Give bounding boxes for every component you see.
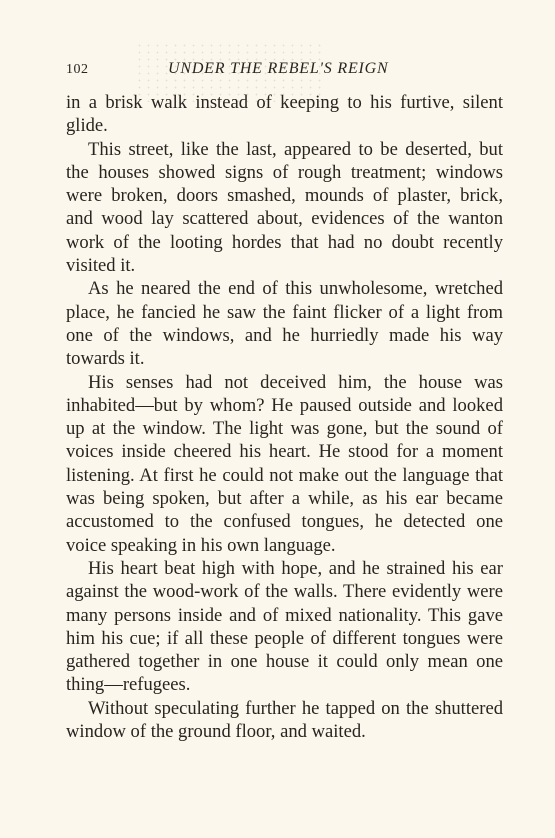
running-title: UNDER THE REBEL'S REIGN: [168, 60, 389, 77]
paragraph-continued: in a brisk walk instead of keeping to his furtive, silent glide.: [66, 92, 503, 137]
paragraph: This street, like the last, appeared to be deserted, but the houses showed signs of rough treatment; windows were broken, doors smashed, mounds of plaster, brick, and wood lay scattered about, evidences of the wanton work of the looting hordes that had no doubt recently visited it.: [66, 138, 503, 277]
paragraph: Without speculating further he tapped on the shuttered window of the ground floor, and waited.: [66, 697, 503, 743]
running-head: [66, 58, 506, 80]
paragraph: His heart beat high with hope, and he strained his ear against the wood-work of the walls. There evidently were many persons inside and of mixed nationality. This gave him his cue; if all these people of different tongues were gathered together in one house it could only mean one thing—refugees.: [66, 557, 503, 696]
paragraph: His senses had not deceived him, the house was inhabited—but by whom? He paused outside and looked up at the window. The light was gone, but the sound of voices inside cheered his heart. He stood for a moment listening. At first he could not make out the language that was being spoken, but after a while, as his ear became accustomed to the confused tongues, he detected one voice speaking in his own language.: [66, 371, 503, 556]
paragraph: As he neared the end of this unwholesome, wretched place, he fancied he saw the faint flicker of a light from one of the windows, and he hurriedly made his way towards it.: [66, 278, 503, 370]
page-number: 102: [66, 62, 89, 77]
body-text: [66, 91, 503, 743]
